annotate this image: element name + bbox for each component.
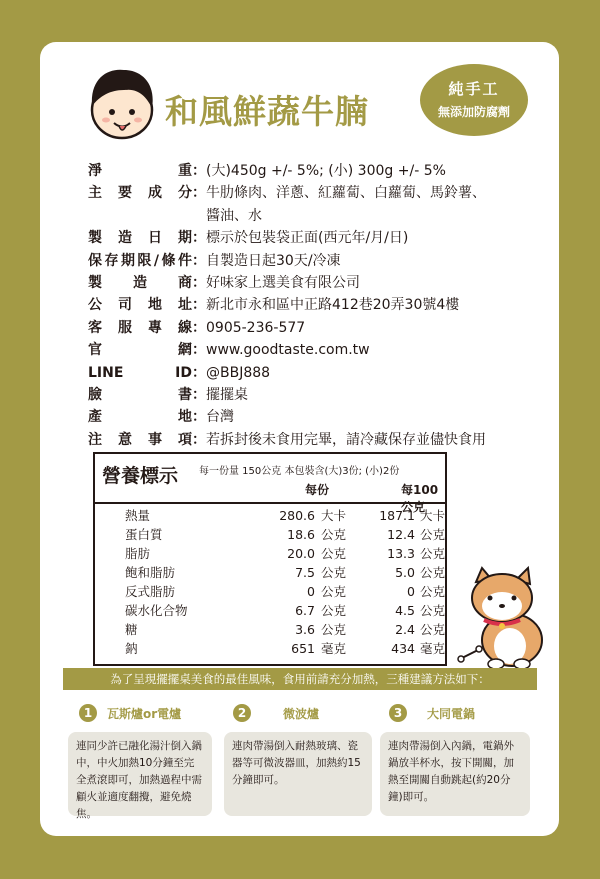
nutrition-row: [95, 620, 445, 639]
info-value: 若拆封後未食用完畢，請冷藏保存並儘快食用: [206, 431, 486, 448]
nutrition-u1: 大卡: [321, 508, 347, 523]
product-info: [88, 160, 553, 451]
info-label: 客 服 專 線: [88, 319, 192, 336]
info-row: 主 要 成 分 ： 牛肋條肉、洋蔥、紅蘿蔔、白蘿蔔、馬鈴薯、: [88, 182, 553, 204]
method-1-number: 1: [79, 704, 97, 722]
nutrition-u1: 公克: [321, 603, 347, 618]
info-value: 好味家上選美食有限公司: [206, 275, 360, 292]
nutrition-table: [93, 452, 447, 666]
info-label: 淨 重: [88, 163, 192, 179]
serving-info: 每一份量 150公克 本包裝含(大)3份; (小)2份: [199, 466, 400, 477]
nutrition-name: 糖: [125, 622, 138, 637]
nutrition-u1: 毫克: [321, 641, 347, 656]
badge-line-1: 純手工: [448, 80, 500, 98]
info-label: 臉 書: [88, 387, 192, 404]
handmade-badge: [420, 64, 528, 136]
shiba-dog-illustration: [456, 562, 552, 670]
info-label: 保 存 期 限 / 條 件: [88, 252, 192, 269]
nutrition-header: [95, 454, 445, 514]
nutrition-v2: 0: [407, 584, 415, 599]
info-row: 公 司 地 址 ： 新北市永和區中正路412巷20弄30號4樓: [88, 294, 553, 316]
method-2-number: 2: [233, 704, 251, 722]
nutrition-v2: 13.3: [387, 546, 415, 561]
method-1-text: 連同少許已融化湯汁倒入鍋中，中火加熱10分鐘至完全煮滾即可，加熱過程中需顧火並適度翻攪，避免燒焦。: [68, 732, 212, 816]
info-value: 台灣: [206, 409, 234, 426]
per-100g-header: 每100公克: [401, 483, 439, 514]
info-row: 客 服 專 線 ： 0905-236-577: [88, 317, 553, 339]
info-row: 製 造 日 期 ： 標示於包裝袋正面(西元年/月/日): [88, 227, 553, 249]
nutrition-row: [95, 639, 445, 658]
nutrition-v1: 280.6: [279, 508, 315, 523]
nutrition-u1: 公克: [321, 584, 347, 599]
info-value: 擺擺桌: [206, 387, 248, 404]
method-3-number: 3: [389, 704, 407, 722]
info-value: 自製造日起30天/冷凍: [206, 252, 341, 269]
info-value: 標示於包裝袋正面(西元年/月/日): [206, 230, 409, 247]
nutrition-u2: 公克: [420, 603, 446, 618]
nutrition-v1: 6.7: [295, 603, 315, 618]
nutrition-u2: 公克: [420, 527, 446, 542]
info-value: 牛肋條肉、洋蔥、紅蘿蔔、白蘿蔔、馬鈴薯、: [206, 185, 486, 202]
nutrition-v1: 651: [291, 641, 315, 656]
nutrition-name: 鈉: [125, 641, 138, 656]
nutrition-u2: 公克: [420, 622, 446, 637]
nutrition-v2: 12.4: [387, 527, 415, 542]
info-label: 產 地: [88, 409, 192, 426]
info-row: 臉 書 ： 擺擺桌: [88, 384, 553, 406]
nutrition-v1: 18.6: [287, 527, 315, 542]
nutrition-v1: 3.6: [295, 622, 315, 637]
nutrition-u2: 公克: [420, 546, 446, 561]
nutrition-u2: 公克: [420, 565, 446, 580]
nutrition-row: [95, 582, 445, 601]
nutrition-row: [95, 601, 445, 620]
nutrition-v2: 4.5: [395, 603, 415, 618]
info-row: 保 存 期 限 / 條 件 ： 自製造日起30天/冷凍: [88, 250, 553, 272]
info-value: 新北市永和區中正路412巷20弄30號4樓: [206, 297, 460, 314]
badge-line-2: 無添加防腐劑: [437, 105, 510, 119]
info-label: 製 造 日 期: [88, 230, 192, 247]
method-2-title: 微波爐: [283, 706, 320, 721]
method-1-header: [79, 703, 181, 723]
nutrition-row: [95, 525, 445, 544]
nutrition-name: 反式脂肪: [125, 584, 176, 599]
info-row: 注 意 事 項 ： 若拆封後未食用完畢，請冷藏保存並儘快食用: [88, 429, 553, 451]
product-title: 和風鮮蔬牛腩: [165, 92, 369, 131]
nutrition-rows: [95, 506, 445, 658]
info-label: 主 要 成 分: [88, 185, 192, 202]
nutrition-u1: 公克: [321, 565, 347, 580]
nutrition-u2: 毫克: [420, 641, 446, 656]
per-serving-header: 每份: [305, 483, 330, 497]
nutrition-v1: 0: [307, 584, 315, 599]
nutrition-v2: 2.4: [395, 622, 415, 637]
nutrition-u2: 大卡: [420, 508, 446, 523]
nutrition-name: 碳水化合物: [125, 603, 188, 618]
info-row: 製 造 商 ： 好味家上選美食有限公司: [88, 272, 553, 294]
info-value: (大)450g +/- 5%; (小) 300g +/- 5%: [206, 163, 446, 179]
label-card: [40, 42, 559, 836]
nutrition-u1: 公克: [321, 622, 347, 637]
info-value-continued: 醬油、水: [206, 207, 262, 224]
nutrition-v2: 187.1: [379, 508, 415, 523]
nutrition-name: 飽和脂肪: [125, 565, 176, 580]
info-label: 製 造 商: [88, 275, 192, 292]
info-row: 官 網 ： www.goodtaste.com.tw: [88, 339, 553, 361]
nutrition-row: [95, 506, 445, 525]
info-value: 0905-236-577: [206, 319, 306, 336]
info-label: LINE ID: [88, 364, 192, 381]
nutrition-name: 熱量: [125, 508, 151, 523]
method-2-text: 連肉帶湯倒入耐熱玻璃、瓷器等可微波器皿，加熱約15分鐘即可。: [224, 732, 372, 816]
info-label: 公 司 地 址: [88, 297, 192, 314]
info-label: 官 網: [88, 342, 192, 359]
nutrition-row: [95, 563, 445, 582]
nutrition-name: 脂肪: [125, 546, 151, 561]
info-value: @BBJ888: [206, 364, 271, 381]
method-3-title: 大同電鍋: [427, 706, 476, 721]
info-row: LINE ID ： @BBJ888: [88, 362, 553, 384]
method-3-header: [389, 703, 475, 723]
nutrition-name: 蛋白質: [125, 527, 163, 542]
nutrition-u1: 公克: [321, 527, 347, 542]
nutrition-v1: 20.0: [287, 546, 315, 561]
info-row: 淨 重 ： (大)450g +/- 5%; (小) 300g +/- 5%: [88, 160, 553, 182]
info-row-continued: [88, 205, 553, 227]
nutrition-u1: 公克: [321, 546, 347, 561]
info-value: www.goodtaste.com.tw: [206, 342, 370, 359]
heating-tip-banner: 為了呈現擺擺桌美食的最佳風味，食用前請充分加熱，三種建議方法如下：: [63, 668, 537, 690]
method-2-header: [233, 703, 319, 723]
info-label: 注 意 事 項: [88, 431, 192, 448]
nutrition-title: 營養標示: [102, 465, 179, 487]
smiling-face-icon: [86, 62, 158, 142]
nutrition-v1: 7.5: [295, 565, 315, 580]
method-3-text: 連肉帶湯倒入內鍋，電鍋外鍋放半杯水，按下開關，加熱至開關自動跳起(約20分鐘)即可。: [380, 732, 530, 816]
method-1-title: 瓦斯爐or電爐: [107, 706, 182, 721]
nutrition-u2: 公克: [420, 584, 446, 599]
nutrition-v2: 434: [391, 641, 415, 656]
nutrition-v2: 5.0: [395, 565, 415, 580]
info-row: 產 地 ： 台灣: [88, 406, 553, 428]
nutrition-row: [95, 544, 445, 563]
